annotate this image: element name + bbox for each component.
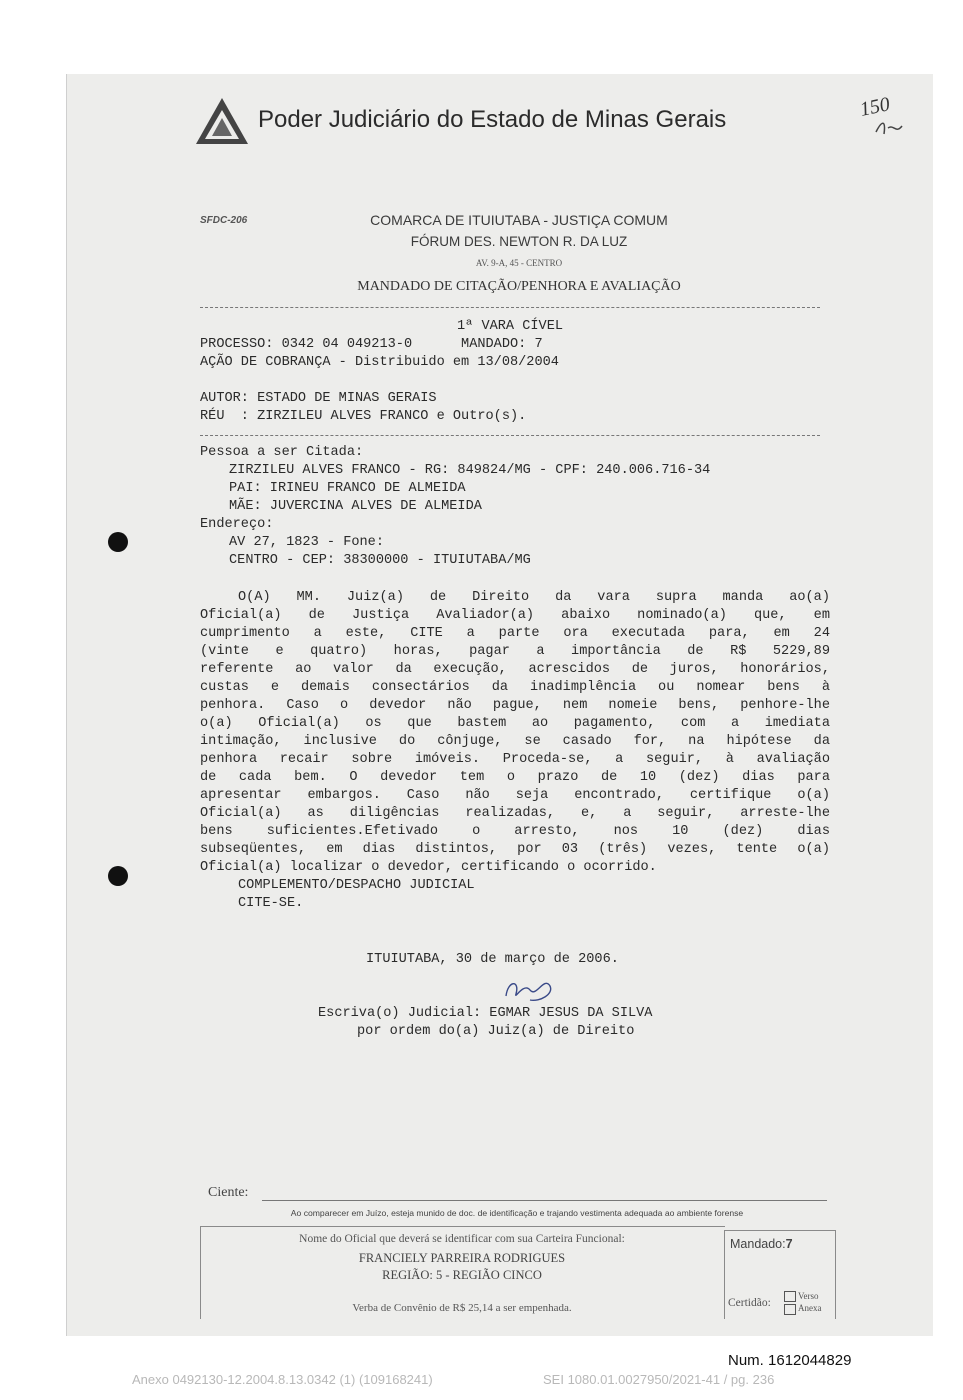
person-pai: PAI: IRINEU FRANCO DE ALMEIDA bbox=[229, 481, 466, 496]
handwritten-page-mark: 150 bbox=[857, 93, 892, 121]
body-line: de cada bem. O devedor tem o prazo de 10 (dez) dias para bbox=[200, 770, 830, 785]
document-number: Num. 1612044829 bbox=[728, 1352, 852, 1369]
reu-line: RÉU : ZIRZILEU ALVES FRANCO e Outro(s). bbox=[200, 409, 527, 424]
body-line: subseqüentes, em dias distintos, por 03 (três) vezes, tente o(a) bbox=[200, 842, 830, 857]
anexa-option[interactable] bbox=[784, 1302, 822, 1314]
body-line: Oficial(a) as diligências realizadas, e, a seguir, arreste-lhe bbox=[200, 806, 830, 821]
body-line: (vinte e quatro) horas, pagar a importância de R$ 5229,89 bbox=[200, 644, 830, 659]
ordem-line: por ordem do(a) Juiz(a) de Direito bbox=[357, 1024, 635, 1039]
forum: FÓRUM DES. NEWTON R. DA LUZ bbox=[410, 234, 628, 249]
despacho-text: CITE-SE. bbox=[238, 896, 304, 911]
endereco-line2: CENTRO - CEP: 38300000 - ITUIUTABA/MG bbox=[229, 553, 531, 568]
body-line: bens suficientes.Efetivado o arresto, nos 10 (dez) dias bbox=[200, 824, 830, 839]
forum-address: AV. 9-A, 45 - CENTRO bbox=[475, 258, 563, 268]
binder-hole bbox=[108, 532, 128, 552]
person-mae: MÃE: JUVERCINA ALVES DE ALMEIDA bbox=[229, 499, 482, 514]
endereco-line1: AV 27, 1823 - Fone: bbox=[229, 535, 384, 550]
ciente-signature-line bbox=[262, 1200, 827, 1201]
acao-line: AÇÃO DE COBRANÇA - Distribuido em 13/08/2004 bbox=[200, 355, 559, 370]
person-name-line: ZIRZILEU ALVES FRANCO - RG: 849824/MG - CPF: 240.006.716-34 bbox=[229, 463, 711, 478]
handwritten-signature bbox=[500, 972, 556, 1006]
body-line: referente ao valor da execução, acrescidos de juros, honorários, bbox=[200, 662, 830, 677]
date-line: ITUIUTABA, 30 de março de 2006. bbox=[366, 952, 619, 967]
complemento-label: COMPLEMENTO/DESPACHO JUDICIAL bbox=[238, 878, 475, 893]
mandado-number: 7 bbox=[785, 1237, 793, 1251]
certidao-label: Certidão: bbox=[728, 1297, 771, 1309]
comarca: COMARCA DE ITUIUTABA - JUSTIÇA COMUM bbox=[370, 212, 668, 228]
handwritten-initials bbox=[872, 116, 908, 138]
oficial-label: Nome do Oficial que deverá se identificar com sua Carteira Funcional: bbox=[299, 1233, 625, 1245]
verba-convenio: Verba de Convênio de R$ 25,14 a ser empenhada. bbox=[352, 1302, 572, 1314]
person-heading: Pessoa a ser Citada: bbox=[200, 445, 364, 460]
verso-option[interactable] bbox=[784, 1290, 822, 1302]
binder-hole bbox=[108, 866, 128, 886]
vara: 1ª VARA CÍVEL bbox=[456, 319, 564, 334]
verso-label: Verso bbox=[798, 1291, 819, 1301]
anexa-label: Anexa bbox=[798, 1303, 822, 1314]
body-line: penhora recair sobre imóveis. Proceda-se, a seguir, à avaliação bbox=[200, 752, 830, 767]
body-line: O(A) MM. Juiz(a) de Direito da vara supra manda ao(a) bbox=[238, 590, 830, 605]
sei-reference: SEI 1080.01.0027950/2021-41 / pg. 236 bbox=[543, 1372, 775, 1387]
triangle-logo-icon bbox=[194, 96, 250, 148]
body-line: intimação, inclusive do cônjuge, se casado for, na hipótese da bbox=[200, 734, 830, 749]
form-code: SFDC-206 bbox=[200, 215, 248, 226]
mandado-label: Mandado: bbox=[730, 1237, 786, 1251]
mandado-number-field bbox=[730, 1237, 793, 1251]
body-line: Oficial(a) de Justiça Avaliador(a) abaixo nominado(a) que, em bbox=[200, 608, 830, 623]
escriva-line: Escriva(o) Judicial: EGMAR JESUS DA SILVA bbox=[318, 1006, 653, 1021]
verso-checkbox[interactable] bbox=[784, 1291, 796, 1302]
identification-notice: Ao comparecer em Juízo, esteja munido de doc. de identificação e trajando vestimenta adequada ao ambiente forense bbox=[290, 1208, 744, 1218]
body-line: custas e demais consectários da inadimplência ou nomear bens à bbox=[200, 680, 830, 695]
court-name: Poder Judiciário do Estado de Minas Gerais bbox=[258, 106, 727, 133]
processo-line: PROCESSO: 0342 04 049213-0 MANDADO: 7 bbox=[200, 337, 543, 352]
dashed-divider bbox=[200, 435, 820, 436]
body-line: cumprimento a este, CITE a parte ora executada para, em 24 bbox=[200, 626, 830, 641]
ciente-label: Ciente: bbox=[208, 1185, 249, 1200]
mandate-body bbox=[200, 589, 830, 913]
body-last-line: Oficial(a) localizar o devedor, certificando o ocorrido. bbox=[200, 860, 657, 875]
certidao-options bbox=[784, 1290, 822, 1315]
body-line: apresentar embargos. Caso não seja encontrado, certifique o(a) bbox=[200, 788, 830, 803]
anexo-reference: Anexo 0492130-12.2004.8.13.0342 (1) (109168241) bbox=[132, 1372, 433, 1387]
body-line: o(a) Oficial(a) os que bastem ao pagamento, com a imediata bbox=[200, 716, 830, 731]
body-line: penhora. Caso o devedor não pague, nem nomeie bens, penhore-lhe bbox=[200, 698, 830, 713]
autor-line: AUTOR: ESTADO DE MINAS GERAIS bbox=[200, 391, 437, 406]
document-title: MANDADO DE CITAÇÃO/PENHORA E AVALIAÇÃO bbox=[357, 279, 681, 294]
endereco-label: Endereço: bbox=[200, 517, 274, 532]
oficial-regiao: REGIÃO: 5 - REGIÃO CINCO bbox=[382, 1268, 542, 1282]
dashed-divider bbox=[200, 307, 820, 308]
oficial-name: FRANCIELY PARREIRA RODRIGUES bbox=[358, 1251, 566, 1265]
anexa-checkbox[interactable] bbox=[784, 1304, 796, 1315]
